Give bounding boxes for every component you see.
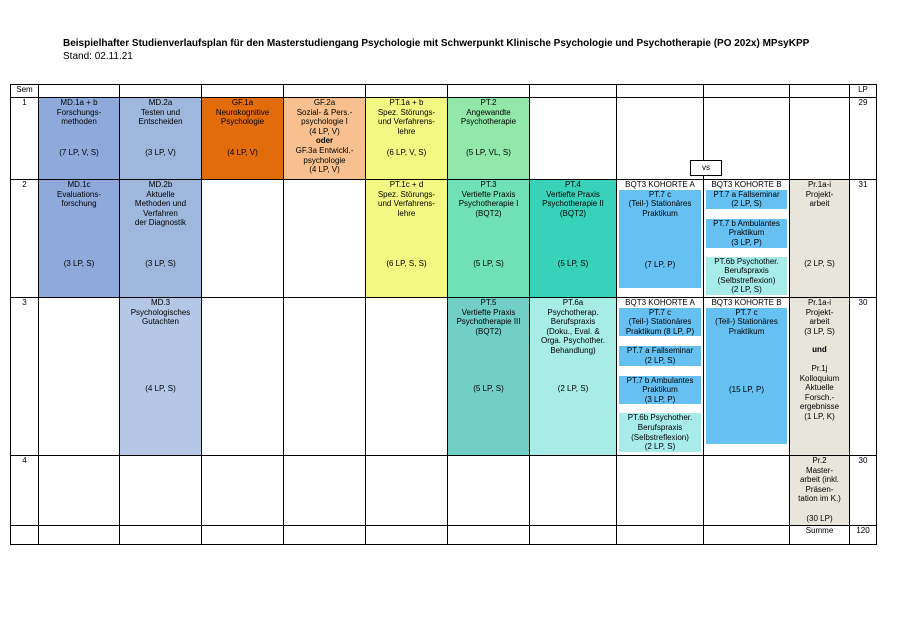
- kohorte-a-heading: BQT3 KOHORTE A: [625, 180, 695, 189]
- kohorte-a-sem2: [617, 180, 704, 298]
- stand-date: Stand: 02.11.21: [63, 51, 133, 62]
- module-pt7c: PT.7 c (Teil-) Stationäres Praktikum (8 LP, P): [619, 308, 701, 337]
- module-pt5: PT.5 Vertiefte Praxis Psychotherapie III (BQT2) (5 LP, S): [448, 298, 530, 456]
- sem-number: 1: [11, 98, 39, 180]
- module-md2b: MD.2b Aktuelle Methoden und Verfahren der Diagnostik (3 LP, S): [120, 180, 202, 298]
- kohorte-a-heading: BQT3 KOHORTE A: [625, 298, 695, 307]
- module-pt1cd: PT.1c + d Spez. Störungs- und Verfahrens- lehre (6 LP, S, S): [366, 180, 448, 298]
- semester-row-4: [11, 456, 877, 526]
- module-pt6a: PT.6a Psychotherap. Berufspraxis (Doku., Eval. & Orga. Psychother. Behandlung) (2 LP, S): [530, 298, 617, 456]
- kohorte-b-heading: BQT3 KOHORTE B: [711, 180, 782, 189]
- module-md2a: MD.2a Testen und Entscheiden (3 LP, V): [120, 98, 202, 180]
- lp-value: 30: [850, 456, 877, 526]
- module-pt7b: PT.7 b Ambulantes Praktikum (3 LP, P): [619, 376, 701, 405]
- study-plan-table: [10, 84, 877, 545]
- semester-row-1: [11, 98, 877, 180]
- sem-number: 4: [11, 456, 39, 526]
- module-pt4: PT.4 Vertiefte Praxis Psychotherapie II (BQT2) (5 LP, S): [530, 180, 617, 298]
- module-md1ab: MD.1a + b Forschungs- methoden (7 LP, V, S): [39, 98, 120, 180]
- module-pt7a: PT.7 a Fallseminar (2 LP, S): [706, 190, 787, 209]
- header-row: [11, 85, 877, 98]
- module-md1c: MD.1c Evaluations- forschung (3 LP, S): [39, 180, 120, 298]
- module-pr2: Pr.2 Master- arbeit (inkl. Präsen- tation im K.) (30 LP): [790, 456, 850, 526]
- module-md3: MD.3 Psychologisches Gutachten (4 LP, S): [120, 298, 202, 456]
- kohorte-a-sem3: [617, 298, 704, 456]
- semester-row-3: [11, 298, 877, 456]
- sum-lp: 120: [850, 526, 877, 545]
- module-pt2: PT.2 Angewandte Psychotherapie (5 LP, VL, S): [448, 98, 530, 180]
- sem-number: 3: [11, 298, 39, 456]
- module-pt7c: PT.7 c (Teil-) Stationäres Praktikum (15 LP, P): [706, 308, 787, 444]
- lp-value: 30: [850, 298, 877, 456]
- module-gf1a: GF.1a Neurokognitive Psychologie (4 LP, V): [202, 98, 284, 180]
- lp-value: 31: [850, 180, 877, 298]
- semester-row-2: [11, 180, 877, 298]
- kohorte-b-heading: BQT3 KOHORTE B: [711, 298, 782, 307]
- module-pt6b: PT.6b Psychother. Berufspraxis (Selbstreflexion) (2 LP, S): [706, 257, 787, 295]
- kohorte-b-sem3: [704, 298, 790, 456]
- module-pr1ai: Pr.1a-i Projekt- arbeit (2 LP, S): [790, 180, 850, 298]
- module-gf2a: GF.2a Sozial- & Pers.- psychologie I (4 LP, V) oder GF.3a Entwickl.- psychologie (4 LP, V): [284, 98, 366, 180]
- module-pt7c: PT.7 c (Teil-) Stationäres Praktikum (7 LP, P): [619, 190, 701, 288]
- header-lp: LP: [850, 85, 877, 98]
- lp-value: 29: [850, 98, 877, 180]
- module-pt6b: PT.6b Psychother. Berufspraxis (Selbstreflexion) (2 LP, S): [619, 413, 701, 451]
- sem-number: 2: [11, 180, 39, 298]
- vs-marker: vs: [690, 160, 722, 176]
- header-sem: Sem: [11, 85, 39, 98]
- kohorte-b-sem2: [704, 180, 790, 298]
- module-pt3: PT.3 Vertiefte Praxis Psychotherapie I (BQT2) (5 LP, S): [448, 180, 530, 298]
- module-pt7b: PT.7 b Ambulantes Praktikum (3 LP, P): [706, 219, 787, 248]
- page-title: Beispielhafter Studienverlaufsplan für den Masterstudiengang Psychologie mit Schwerpunkt Klinische Psychologie und Psychotherapie (PO 202x) MPsyKPP: [63, 38, 810, 49]
- sum-label: Summe: [790, 526, 850, 545]
- module-pr1-kolloquium: Pr.1a-i Projekt- arbeit (3 LP, S) und Pr.1j Kolloquium Aktuelle Forsch.- ergebnisse (1 LP, K): [790, 298, 850, 456]
- module-pt1ab: PT.1a + b Spez. Störungs- und Verfahrens- lehre (6 LP, V, S): [366, 98, 448, 180]
- sum-row: [11, 526, 877, 545]
- module-pt7a: PT.7 a Fallseminar (2 LP, S): [619, 346, 701, 365]
